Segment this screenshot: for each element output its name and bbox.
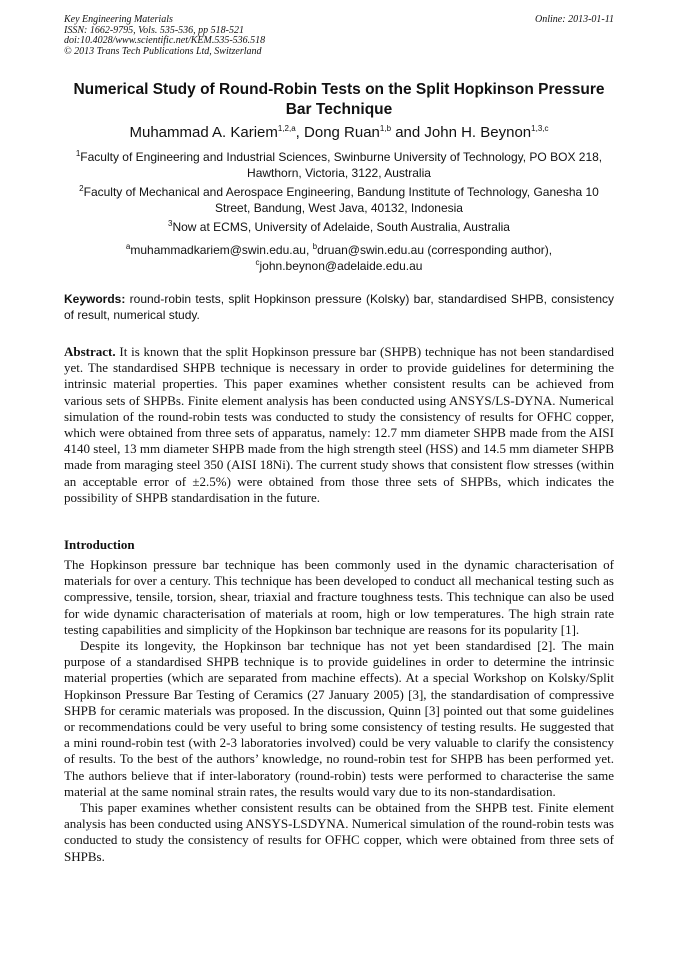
- journal-name: Key Engineering Materials: [64, 14, 173, 25]
- abstract-text: It is known that the split Hopkinson pressure bar (SHPB) technique has not been standardised yet. The standardised SHPB technique is necessary in order to provide guidelines for determining the intrinsic material properties. This paper examines whether consistent results can be achieved from various sets of SHPBs. Finite element analysis has been conducted using ANSYS/LS-DYNA. Numerical simulation of the round-robin tests was conducted to study the consistency of results for OFHC copper, which were obtained from three sets of apparatus, namely: 12.7 mm diameter SHPB made from the AISI 4140 steel, 13 mm diameter SHPB made from the high strength steel (HSS) and 14.5 mm diameter SHPB made from maraging steel 350 (AISI 18Ni). The current study shows that consistent flow stresses (within an acceptable error of ±2.5%) were obtained from those three sets of SHPBs, which indicates the possibility of SHPB standardisation in the future.: [64, 344, 614, 505]
- online-date: Online: 2013-01-11: [535, 14, 614, 25]
- author-name: Muhammad A. Kariem: [129, 124, 278, 141]
- journal-header: [64, 15, 265, 57]
- author-separator: and: [391, 124, 425, 141]
- author-superscript: 1,3,c: [531, 124, 549, 133]
- author-line: [60, 124, 618, 142]
- affiliation-text: Faculty of Engineering and Industrial Sciences, Swinburne University of Technology, PO BOX 218, Hawthorn, Victoria, 3122, Australia: [80, 150, 603, 180]
- paragraph: The Hopkinson pressure bar technique has been commonly used in the dynamic characterisation of materials for over a century. This technique has been developed to conduct all mechanical testing such as compressive, tensile, torsion, shear, triaxial and fracture toughness tests. This technique can also be used for wide dynamic characterisation of materials at room, high or low temperatures. The high strain rate testing capabilities and simplicity of the Hopkinson bar technique are reasons for its popularity [1].: [64, 557, 614, 637]
- affiliation-1: [60, 149, 618, 181]
- author-separator: ,: [295, 124, 305, 141]
- author-superscript: 1,b: [379, 124, 392, 133]
- affiliation-superscript: 2: [79, 184, 84, 193]
- affiliation-text: Faculty of Mechanical and Aerospace Engineering, Bandung Institute of Technology, Ganesha 10 Street, Bandung, West Java, 40132, Indonesia: [83, 185, 599, 215]
- author-superscript: 1,2,a: [277, 124, 296, 133]
- doi-line: doi:10.4028/www.scientific.net/KEM.535-536.518: [64, 35, 266, 46]
- keywords-label: Keywords:: [64, 292, 126, 306]
- email-superscript: b: [312, 242, 318, 251]
- author-name: Dong Ruan: [304, 124, 380, 141]
- email-address: druan@swin.edu.au (corresponding author),: [317, 243, 553, 257]
- affiliation-2: [60, 184, 618, 216]
- paper-title: Numerical Study of Round-Robin Tests on the Split Hopkinson Pressure Bar Technique: [73, 81, 605, 118]
- affiliation-3: [60, 219, 618, 235]
- affiliation-superscript: 1: [75, 149, 81, 158]
- abstract: [64, 344, 614, 506]
- abstract-label: Abstract.: [64, 344, 116, 359]
- email-block: [60, 242, 618, 274]
- section-heading-introduction: Introduction: [64, 537, 135, 552]
- email-superscript: a: [125, 242, 131, 251]
- email-superscript: c: [255, 258, 260, 267]
- author-name: John H. Beynon: [424, 124, 532, 141]
- keywords: [64, 291, 614, 323]
- introduction-body: [64, 557, 614, 865]
- copyright-line: © 2013 Trans Tech Publications Ltd, Switzerland: [64, 45, 262, 57]
- paragraph: Despite its longevity, the Hopkinson bar technique has not yet been standardised [2]. The main purpose of a standardised SHPB technique is to provide guidelines in order to determine the intrinsic material properties (which are separated from machine effects). At a special Workshop on Kolsky/Split Hopkinson Pressure Bar Testing of Ceramics (27 January 2005) [3], the standardisation of compressive SHPB for ceramic materials was proposed. In the discussion, Quinn [3] pointed out that some guidelines or recommendations could be very useful to bring some consistency of testing results. He suggested that a mini round-robin test (with 2-3 laboratories involved) could be very valuable to clarify the consistency of results. To the best of the authors’ knowledge, no round-robin test for SHPB has been performed yet. The authors believe that if inter-laboratory (round-robin) tests were performed to characterise the same material at the same nominal strain rates, the results would vary due to its non-standardisation.: [64, 638, 614, 799]
- keywords-text: round-robin tests, split Hopkinson pressure (Kolsky) bar, standardised SHPB, consistency of result, numerical study.: [64, 292, 614, 322]
- issn-line: ISSN: 1662-9795, Vols. 535-536, pp 518-521: [64, 24, 244, 36]
- email-address: muhammadkariem@swin.edu.au,: [130, 243, 313, 257]
- paragraph: This paper examines whether consistent results can be obtained from the SHPB test. Finite element analysis has been conducted using ANSYS-LSDYNA. Numerical simulation of the round-robin tests was conducted to study the consistency of results for OFHC copper, which were obtained from three sets of SHPBs.: [64, 800, 614, 864]
- email-address: john.beynon@adelaide.edu.au: [259, 259, 423, 273]
- affiliation-text: Now at ECMS, University of Adelaide, South Australia, Australia: [172, 220, 510, 234]
- affiliation-superscript: 3: [168, 219, 173, 228]
